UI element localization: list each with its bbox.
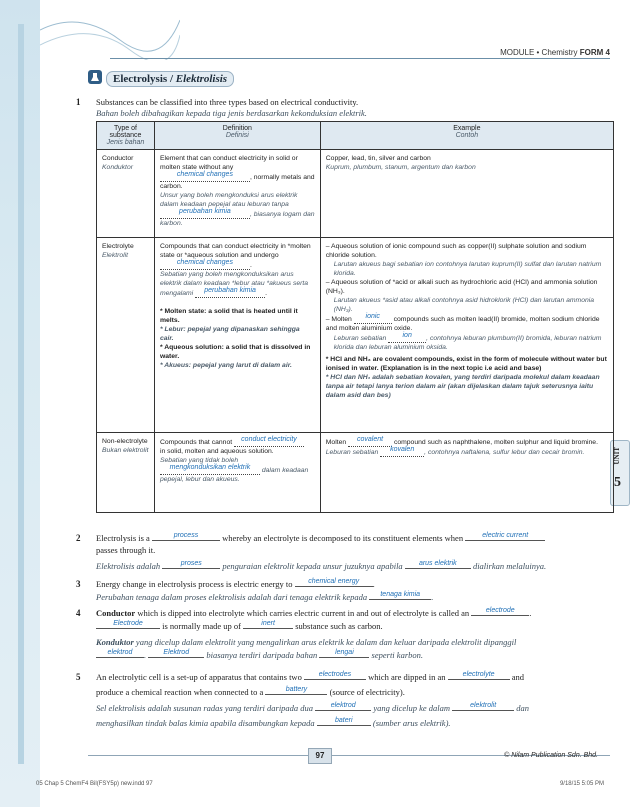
definition-text: in solid, molten and aqueous solution. <box>159 448 274 455</box>
answer-text: arus elektrik <box>418 560 457 567</box>
header-example-en: Example <box>453 125 481 132</box>
answer-text: Electrode <box>113 620 143 627</box>
answer-text: process <box>173 532 199 539</box>
answer-blank <box>452 702 514 711</box>
definition-text: Compounds that can conduct electricity in *molten state or *aqueous solution and undergo <box>159 243 311 259</box>
example-text-malay: Leburan sebatian <box>325 449 379 456</box>
type-en: Electrolyte <box>102 243 134 250</box>
question-5-text: which are dipped in an <box>368 672 446 682</box>
definition-text-malay: dalam keadaan pepejal, lebur dan akueus. <box>159 467 309 483</box>
answer-blank <box>162 560 220 569</box>
answer-text: ionic <box>365 313 380 320</box>
header-definition-en: Definition <box>222 125 252 132</box>
publisher-credit: © Nilam Publication Sdn. Bhd. <box>504 752 598 759</box>
header-example <box>320 122 613 150</box>
cell-definition: Compounds that can conduct electricity in *molten state or *aqueous solution and undergo chemical changes . Sebatian yang boleh mengkonduksikan arus elektrik dalam keadaan *lebur atau *akueus serta mengalami perubahan kimia . * Molten state: a solid that is heated until it melts. * Lebur: pepejal yang dipanaskan sehingga cair. * Aqueous solution: a solid that is dissolved in water. * Akueus: pepejal yang larut di dalam air. <box>154 238 320 433</box>
question-2-text-malay: dialirkan melaluinya. <box>472 561 547 571</box>
answer-blank <box>380 447 424 457</box>
answer-blank <box>152 532 220 541</box>
page-number: 97 <box>308 748 332 764</box>
answer-blank <box>96 649 144 658</box>
type-ms: Bukan elektrolit <box>102 447 149 454</box>
question-1-text-malay: Bahan boleh dibahagikan kepada tiga jenis berdasarkan kekonduksian elektrik. <box>96 108 367 118</box>
example-text-malay: , contohnya naftalena, sulfur lebur dan cecair bromin. <box>424 449 585 456</box>
cell-example <box>320 433 613 513</box>
question-4-text: is normally made up of <box>162 621 241 631</box>
question-5-text-malay: (sumber arus elektrik). <box>372 718 451 728</box>
definition-text-malay: Sebatian yang tidak boleh <box>159 457 239 464</box>
answer-blank <box>319 649 369 658</box>
question-4-keyword: Conductor <box>96 608 136 618</box>
sidebar-stripe <box>18 24 24 764</box>
answer-text: electrodes <box>318 671 352 678</box>
answer-blank <box>160 465 260 475</box>
question-2-text-malay: penguraian elektrolit kepada unsur juzuknya apabila <box>222 561 403 571</box>
answer-text: Elektrod <box>163 649 190 656</box>
definition-text: , normally metals and carbon. <box>159 174 315 190</box>
example-text-malay: Leburan sebatian <box>333 335 387 342</box>
question-3-text-malay: . <box>431 592 434 602</box>
module-header-text: MODULE • Chemistry <box>500 48 580 57</box>
answer-blank <box>315 702 371 711</box>
header-divider <box>110 58 610 59</box>
answer-blank <box>471 607 529 616</box>
answer-text: perubahan kimia <box>179 208 231 215</box>
example-text: Molten <box>325 439 347 446</box>
definition-text-malay: Unsur yang boleh mengkonduksi arus elektrik dalam keadaan pepejal atau leburan tanpa <box>159 192 298 208</box>
answer-text: inert <box>261 620 275 627</box>
example-text: – Aqueous solution of ionic compound such as copper(II) sulphate solution and sodium chloride solution. <box>325 243 587 259</box>
title-pill <box>106 71 234 87</box>
answer-text: electric current <box>482 532 529 539</box>
question-5-text: produce a chemical reaction when connected to a <box>96 687 264 697</box>
question-3-text: . <box>372 579 375 589</box>
answer-blank <box>160 172 250 182</box>
answer-blank <box>195 288 265 298</box>
definition-text-malay: , biasanya logam dan karbon. <box>159 211 315 227</box>
answer-blank <box>448 671 510 680</box>
header-definition <box>154 122 320 150</box>
question-5-text-malay: yang dicelup ke dalam <box>373 703 451 713</box>
answer-text: covalent <box>357 436 384 443</box>
example-text: compound such as naphthalene, molten sulphur and liquid bromine. <box>393 439 598 446</box>
answer-blank <box>354 314 392 324</box>
example-text-malay: , contohnya leburan plumbum(II) bromida, leburan natrium klorida dan leburan aluminium oksida. <box>333 335 602 351</box>
note-hcl: * HCl and NH₃ are covalent compounds, exist in the form of molecule without water but ionised in water. (Explanation is in the next topic i.e acid and base) <box>325 356 607 372</box>
example-text: compounds such as molten lead(II) bromide, molten sodium chloride and molten aluminium oxide. <box>325 316 600 332</box>
question-4-text-malay: . <box>144 650 147 660</box>
table-row-electrolyte <box>97 238 614 433</box>
question-2-text: Electrolysis is a <box>96 533 150 543</box>
answer-text: electrolyte <box>462 671 495 678</box>
beaker-icon <box>88 70 102 84</box>
cell-type <box>97 150 155 238</box>
answer-text: conduct electricity <box>241 436 297 443</box>
module-header-form: FORM 4 <box>579 48 610 57</box>
note-aqueous-malay: * Akueus: pepejal yang larut di dalam air. <box>159 362 292 369</box>
example-text: – Aqueous solution of *acid or alkali such as hydrochloric acid (HCl) and ammonia solution (NH₃). <box>325 279 598 295</box>
type-en: Conductor <box>102 155 134 162</box>
answer-text: chemical energy <box>308 578 360 585</box>
question-4-text-malay: biasanya terdiri daripada bahan <box>206 650 318 660</box>
question-5-text-malay: dan <box>516 703 530 713</box>
question-5-text: (source of electricity). <box>329 687 405 697</box>
answer-text: elektrod <box>107 649 133 656</box>
question-1-number: 1 <box>76 97 81 107</box>
cell-example <box>320 238 613 433</box>
cell-example <box>320 150 613 238</box>
answer-text: perubahan kimia <box>204 287 256 294</box>
header-definition-ms: Definisi <box>225 132 249 139</box>
answer-blank <box>465 532 545 541</box>
answer-blank <box>317 717 371 726</box>
answer-text: proses <box>180 560 202 567</box>
question-4-text: which is dipped into electrolyte which carries electric current in and out of electrolyte is called an <box>137 608 470 618</box>
table-row-conductor <box>97 150 614 238</box>
question-4-text-malay: yang dicelup dalam elektrolit yang mengalirkan arus elektrik ke dalam dan keluar daripada elektrolit dipanggil <box>135 637 517 647</box>
cell-type <box>97 238 155 433</box>
answer-text: elektrod <box>330 702 356 709</box>
answer-text: tenaga kimia <box>380 591 421 598</box>
type-en: Non-electrolyte <box>102 438 148 445</box>
note-molten-malay: * Lebur: pepejal yang dipanaskan sehingga cair. <box>159 326 300 342</box>
header-type-ms: Jenis bahan <box>106 139 145 146</box>
answer-text: battery <box>285 686 308 693</box>
answer-text: bateri <box>334 717 353 724</box>
answer-blank <box>265 686 327 695</box>
left-sidebar-band <box>0 0 40 807</box>
question-4-text: substance such as carbon. <box>295 621 383 631</box>
example-text: – Molten <box>325 316 352 323</box>
question-4-text: . <box>529 608 532 618</box>
question-3-text-malay: Perubahan tenaga dalam proses elektrolisis adalah dari tenaga elektrik kepada <box>96 592 368 602</box>
substance-classification-table <box>96 121 614 513</box>
question-2-text: whereby an electrolyte is decomposed to its constituent elements when <box>222 533 464 543</box>
example-text-malay: Larutan akueus *asid atau alkali contohnya asid hidroklorik (HCl) dan larutan ammonia (NH₃). <box>333 297 595 313</box>
module-header <box>500 48 610 57</box>
question-1-text: Substances can be classified into three types based on electrical conductivity. <box>96 97 359 107</box>
example-text-malay: Kuprum, plumbum, stanum, argentum dan karbon <box>325 164 476 171</box>
question-2-number: 2 <box>76 533 81 543</box>
title-english: Electrolysis <box>113 73 168 85</box>
answer-text: lengai <box>335 649 354 656</box>
definition-text: Compounds that cannot <box>159 439 233 446</box>
answer-text: electrode <box>485 607 515 614</box>
question-4-text-malay: seperti karbon. <box>371 650 423 660</box>
answer-blank <box>295 578 373 587</box>
print-slug-file: 05 Chap 5 ChemF4 Bil(FSY5p) new.indd 97 <box>36 781 153 787</box>
answer-blank <box>369 591 431 600</box>
note-hcl-malay: * HCl dan NH₃ adalah sebatian kovalen, yang terdiri daripada molekul dalam keadaan tanpa air tetapi lanya terion dalam air (akan dijelaskan dalam tajuk seterusnya iaitu dalam asid dan bes) <box>325 374 600 399</box>
answer-blank <box>96 620 160 629</box>
answer-blank <box>148 649 204 658</box>
question-2-text-malay: Elektrolisis adalah <box>96 561 161 571</box>
question-2-text: passes through it. <box>96 545 156 555</box>
header-type-en: Type of substance <box>109 125 142 139</box>
title-separator: / <box>167 73 176 85</box>
question-3-number: 3 <box>76 579 81 589</box>
print-slug-date: 9/18/15 5:05 PM <box>559 781 604 787</box>
answer-blank <box>405 560 471 569</box>
question-4-number: 4 <box>76 608 81 618</box>
decorative-swirl-graphic <box>40 0 180 60</box>
table-row-nonelectrolyte <box>97 433 614 513</box>
header-type <box>97 122 155 150</box>
table-header-row <box>97 122 614 150</box>
answer-blank <box>160 209 250 219</box>
header-example-ms: Contoh <box>455 132 479 139</box>
question-4-keyword-malay: Konduktor <box>96 637 134 647</box>
question-5-text: An electrolytic cell is a set-up of apparatus that contains two <box>96 672 302 682</box>
answer-blank <box>388 333 426 343</box>
type-ms: Elektrolit <box>102 252 129 259</box>
question-3-text: Energy change in electrolysis process is electric energy to <box>96 579 293 589</box>
answer-blank <box>160 260 250 270</box>
answer-text: chemical changes <box>176 171 233 178</box>
cell-definition <box>154 433 320 513</box>
answer-blank <box>234 437 304 447</box>
question-5-text-malay: Sel elektrolisis adalah susunan radas yang terdiri daripada dua <box>96 703 314 713</box>
unit-tab-label: UNIT <box>613 447 621 465</box>
answer-text: mengkonduksikan elektrik <box>169 464 251 471</box>
type-ms: Konduktor <box>102 164 133 171</box>
cell-type <box>97 433 155 513</box>
answer-text: kovalen <box>390 446 415 453</box>
answer-blank <box>304 671 366 680</box>
title-malay: Elektrolisis <box>175 73 228 85</box>
answer-text: elektrolit <box>470 702 497 709</box>
question-5-text: and <box>511 672 525 682</box>
question-5-text-malay: menghasilkan tindak balas kimia apabila disambungkan kepada <box>96 718 315 728</box>
note-molten: * Molten state: a solid that is heated until it melts. <box>159 308 298 324</box>
definition-text-malay: Sebatian yang boleh mengkonduksikan arus elektrik dalam keadaan *lebur atau *akueus serta mengalami <box>159 271 309 297</box>
answer-text: chemical changes <box>176 259 233 266</box>
answer-blank <box>243 620 293 629</box>
cell-definition <box>154 150 320 238</box>
note-aqueous: * Aqueous solution: a solid that is dissolved in water. <box>159 344 311 360</box>
question-5-number: 5 <box>76 672 81 682</box>
example-text: Copper, lead, tin, silver and carbon <box>325 155 431 162</box>
answer-text: ion <box>402 332 412 339</box>
example-text-malay: Larutan akueus bagi sebatian ion contohnya larutan kuprum(II) sulfat dan larutan natrium klorida. <box>333 261 602 277</box>
definition-text: Element that can conduct electricity in solid or molten state without any <box>159 155 298 171</box>
unit-tab-number: 5 <box>614 475 621 490</box>
